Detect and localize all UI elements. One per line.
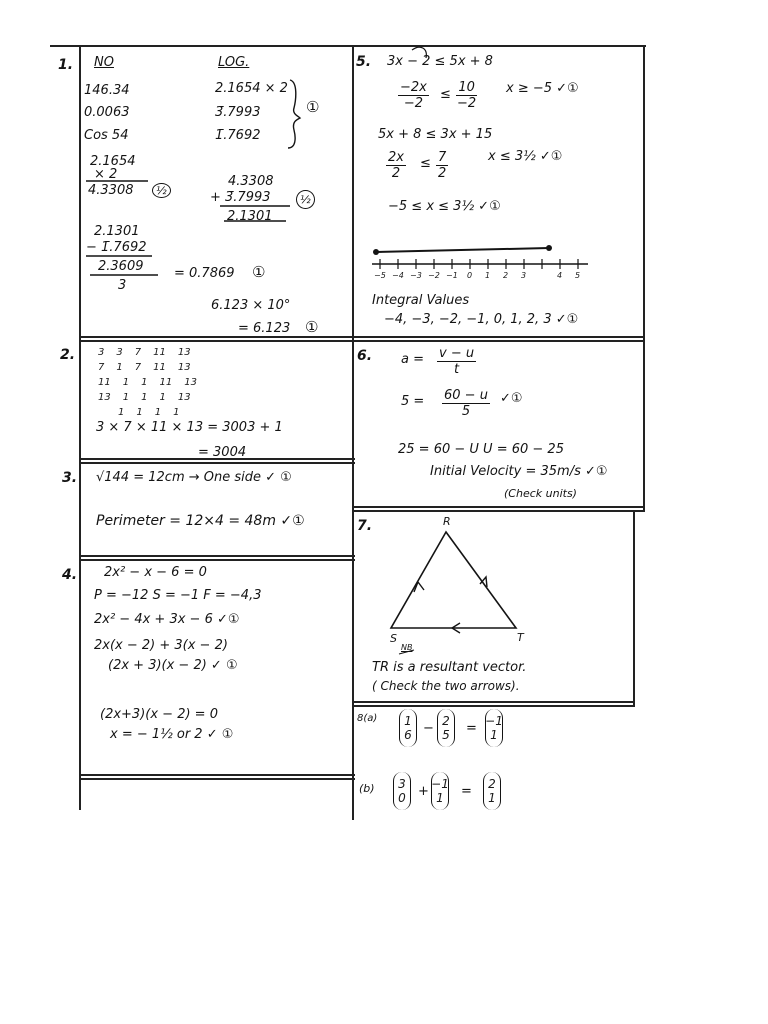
fraction: $\frac{2x}{2}$: [388, 150, 404, 181]
working-line: x ≥ −5 ✓①: [506, 81, 579, 96]
sub-divisor: 3: [118, 278, 127, 293]
right-rule-top: [643, 45, 645, 510]
note-line: TR is a resultant vector.: [372, 660, 527, 675]
working-line: −5 ≤ x ≤ 3½ ✓①: [388, 199, 501, 214]
part-label-a: 8(a): [357, 713, 378, 724]
row-rule-r3b: [353, 705, 635, 707]
column-vector: −1 1: [431, 772, 449, 810]
working-line: Initial Velocity = 35m/s ✓①: [430, 464, 608, 479]
inequality-sign: ≤: [440, 87, 451, 102]
tick-label: 2: [503, 271, 509, 280]
half-mark: ½: [152, 183, 171, 198]
row-rule-3b: [80, 559, 355, 561]
fraction: $\frac{7}{2}$: [438, 150, 447, 181]
row-rule-3: [80, 555, 355, 557]
middle-rule: [352, 45, 354, 820]
working-line: x = − 1½ or 2 ✓ ①: [110, 727, 234, 742]
add-result: 2.1301: [227, 209, 273, 224]
top-rule: [50, 45, 646, 47]
tick-label: −4: [392, 271, 404, 280]
tick-label: 4: [557, 271, 563, 280]
column-vector: 3 0: [393, 772, 411, 810]
mult-by: × 2: [94, 167, 118, 182]
working-line: 25 = 60 − U U = 60 − 25: [398, 442, 564, 457]
row-rule-4: [80, 774, 355, 776]
row-no: 0.0063: [84, 105, 130, 120]
operator: −: [423, 721, 434, 736]
result-line: = 6.123: [238, 321, 291, 336]
operator: +: [418, 784, 429, 799]
row-rule-r2: [353, 506, 645, 508]
tick-label: −2: [428, 271, 440, 280]
column-vector: 2 5: [437, 709, 455, 747]
row-no: 146.34: [84, 83, 130, 98]
left-rule: [79, 45, 81, 810]
column-vector: −1 1: [485, 709, 503, 747]
half-mark: ½: [296, 190, 315, 209]
fraction: $\frac{-2x}{-2}$: [400, 80, 427, 111]
nb-note: NB: [401, 643, 413, 652]
brace-mark: ①: [306, 98, 320, 116]
vertex-label-t: T: [517, 631, 524, 644]
vertex-label-s: S: [390, 632, 397, 645]
mult-top: 2.1654: [90, 154, 136, 169]
working-line: 5x + 8 ≤ 3x + 15: [378, 127, 493, 142]
header-no: NO: [94, 55, 114, 70]
factor-row: 1 1 1 1: [118, 407, 180, 418]
working-line: 2x² − x − 6 = 0: [104, 565, 207, 580]
equals-sign: =: [466, 721, 477, 736]
tick-label: −3: [410, 271, 422, 280]
working-line: (Check units): [504, 487, 577, 500]
inequality-sign: ≤: [420, 156, 431, 171]
question-number: 2.: [60, 347, 76, 363]
fraction: $\frac{60 - u}{5}$: [444, 388, 488, 419]
factor-row: 11 1 1 11 13: [98, 377, 197, 388]
integral-label: Integral Values: [372, 293, 470, 308]
add-second: + 3̄.7993: [210, 190, 271, 205]
tick-label: 3: [521, 271, 527, 280]
fraction: $\frac{v - u}{t}$: [439, 346, 475, 377]
working-line: (2x + 3)(x − 2) ✓ ①: [108, 658, 238, 673]
question-number: 6.: [357, 348, 373, 364]
row-log: 2.1654 × 2: [215, 81, 288, 96]
mark-icon: ①: [252, 263, 266, 281]
row-rule-2b: [80, 462, 355, 464]
result-line: = 0.7869: [174, 266, 235, 281]
equals-sign: =: [461, 784, 472, 799]
note-line: ( Check the two arrows).: [372, 679, 520, 693]
tick-label: 5: [575, 271, 581, 280]
working-line: x ≤ 3½ ✓①: [488, 149, 563, 164]
row-no: Cos 54: [84, 128, 129, 143]
right-rule-bottom: [633, 510, 635, 705]
question-number: 7.: [357, 518, 373, 534]
mark-icon: ①: [305, 318, 319, 336]
header-log: LOG.: [218, 55, 250, 70]
working-line: 3x − 2 ≤ 5x + 8: [387, 54, 493, 69]
fraction: $\frac{10}{-2}$: [457, 80, 477, 111]
row-rule-r2b: [353, 510, 645, 512]
integral-values: −4, −3, −2, −1, 0, 1, 2, 3 ✓①: [384, 312, 579, 327]
row-log: 3̄.7993: [215, 105, 261, 120]
question-number: 4.: [62, 567, 78, 583]
factor-row: 3 3 7 11 13: [98, 347, 191, 358]
row-rule-r3: [353, 701, 635, 703]
part-label-b: (b): [359, 782, 375, 795]
mult-result: 4.3308: [88, 183, 134, 198]
question-number: 5.: [356, 54, 372, 70]
working-line: √144 = 12cm → One side ✓ ①: [96, 470, 292, 485]
factor-table: [98, 347, 197, 419]
row-log: 1̄.7692: [215, 128, 261, 143]
question-number: 3.: [62, 470, 78, 486]
row-rule-1: [80, 336, 645, 338]
tick-label: 0: [467, 271, 473, 280]
working-line: Perimeter = 12×4 = 48m ✓①: [96, 513, 305, 529]
formula-lhs: a =: [401, 352, 424, 367]
sub-result: 2.3609: [98, 259, 144, 274]
column-vector: 1 6: [399, 709, 417, 747]
add-first: 4.3308: [228, 174, 274, 189]
working-line: (2x+3)(x − 2) = 0: [100, 707, 218, 722]
formula-lhs: 5 =: [401, 394, 425, 409]
row-rule-4b: [80, 778, 355, 780]
tick-label: −5: [374, 271, 386, 280]
factor-row: 13 1 1 1 13: [98, 392, 191, 403]
tick-label: −1: [446, 271, 458, 280]
result-line: = 3004: [198, 445, 247, 460]
working-line: P = −12 S = −1 F = −4,3: [94, 588, 262, 603]
factor-row: 7 1 7 11 13: [98, 362, 191, 373]
mark-icon: ✓①: [500, 391, 523, 406]
result-line: 6.123 × 10°: [211, 298, 291, 313]
tick-label: 1: [485, 271, 491, 280]
column-vector: 2 1: [483, 772, 501, 810]
row-rule-1b: [80, 340, 645, 342]
sub-first: 2.1301: [94, 224, 140, 239]
question-number: 1.: [58, 57, 74, 73]
vertex-label-r: R: [443, 515, 451, 528]
product-line: 3 × 7 × 11 × 13 = 3003 + 1: [96, 420, 283, 435]
working-line: 2x² − 4x + 3x − 6 ✓①: [94, 612, 240, 627]
working-line: 2x(x − 2) + 3(x − 2): [94, 638, 228, 653]
sub-second: − 1̄.7692: [86, 240, 147, 255]
